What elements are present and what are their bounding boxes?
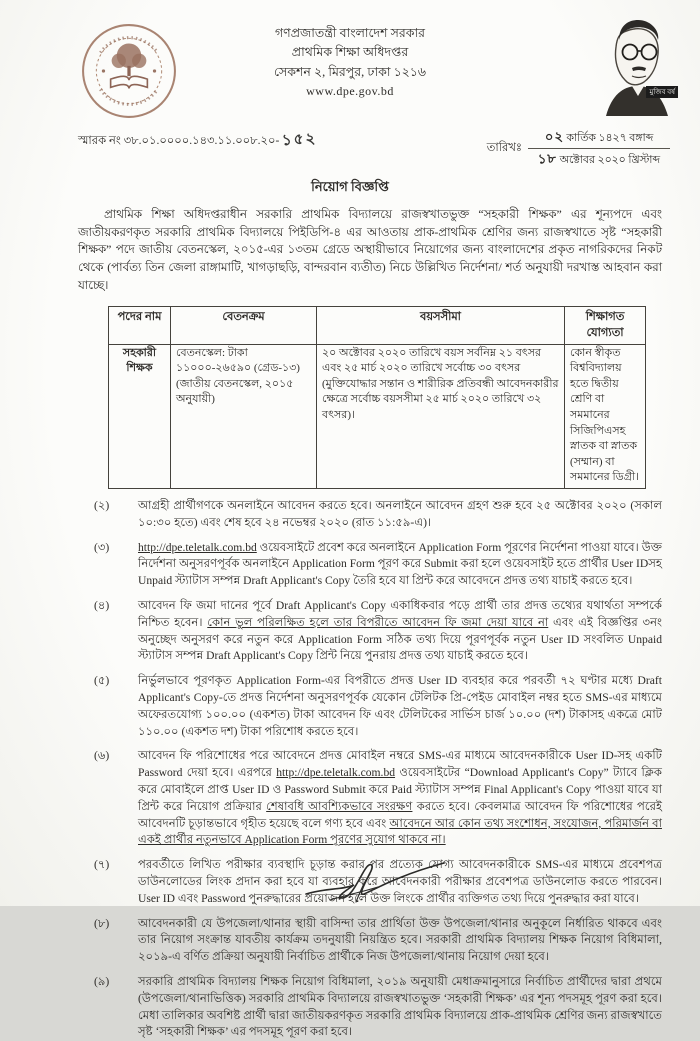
- gregorian-date-day-handwritten: ১৮: [537, 151, 558, 167]
- post-info-table: [108, 306, 646, 489]
- cell-post-name: সহকারী শিক্ষক: [109, 344, 171, 488]
- date-block: [487, 128, 670, 169]
- item-text: [128, 916, 662, 966]
- website-url[interactable]: www.dpe.gov.bd: [306, 84, 394, 99]
- item-text: [128, 540, 662, 590]
- item-number: (২): [94, 499, 110, 513]
- cell-age-limit: ২০ অক্টোবর ২০২০ তারিখে বয়স সর্বনিম্ন ২১ বৎসর এবং ২৫ মার্চ ২০২০ তারিখে সর্বোচ্চ ৩০ বৎসর (মুক্তিযোদ্ধার সন্তান ও শারীরিক প্রতিবন্ধী আবেদনকারীর ক্ষেত্রে সর্বোচ্চ বয়সসীমা ২৫ মার্চ ২০২০ তারিখে ৩২ বৎসর)।: [317, 344, 565, 488]
- item-text-segment: পরবর্তীতে লিখিত পরীক্ষার ব্যবস্থাদি চূড়ান্ত করার পর প্রত্যেক যোগ্য আবেদনকারীকে SMS-এর মাধ্যমে প্রবেশপত্র ডাউনলোডের লিংক প্রদান করা হবে যা ব্যবহার করে আবেদনকারী পরীক্ষার প্রবেশপত্র ডাউনলোড করতে পারবেন। User ID এবং Password পুনরুদ্ধারের প্রয়োজন হলে উক্ত লিংকে প্রার্থীর ব্যক্তিগত তথ্য দিয়ে পুনরুদ্ধার করা যাবে।: [138, 858, 662, 905]
- item-text-segment: ওয়েবসাইটে প্রবেশ করে অনলাইনে Application Form পূরণের নির্দেশনা পাওয়া যাবে। উক্ত নির্দেশনা অনুসরণপূর্বক অনলাইনে Application Form পূরণ করে Submit করা হলে ওয়েবসাইট হতে প্রার্থীর User IDসহ Unpaid স্ট্যাটাস সম্পন্ন Draft Applicant's Copy তৈরি হবে যা প্রিন্ট করে আবেদনে প্রদত্ত তথ্য যাচাই করতে হবে।: [138, 540, 662, 588]
- item-text: [128, 748, 662, 849]
- list-item: [78, 748, 662, 849]
- date-stack: [528, 128, 670, 169]
- item-text-segment: আবেদনকারী যে উপজেলা/থানার স্থায়ী বাসিন্দা তার প্রার্থিতা উক্ত উপজেলা/থানার অনুকূলে নির্ধারিত থাকবে এবং তার নিয়োগ সংক্রান্ত যাবতীয় কার্যক্রম তদনুযায়ী নিয়ন্ত্রিত হবে। সরকারী প্রাথমিক বিদ্যালয় শিক্ষক নিয়োগ বিধিমালা, ২০১৯-এ বর্ণিত প্রক্রিয়া অনুযায়ী নির্বাচিত প্রার্থীকে নিজ উপজেলা/থানায় নিয়োগ দেয়া হবে।: [138, 916, 662, 964]
- dpe-seal-icon: [80, 22, 178, 120]
- list-item: [78, 673, 662, 740]
- item-number: (৬): [94, 749, 110, 763]
- intro-paragraph: প্রাথমিক শিক্ষা অধিদপ্তরাধীন সরকারি প্রাথমিক বিদ্যালয়ে রাজস্বখাতভুক্ত “সহকারী শিক্ষক” এর শূন্যপদে এবং জাতীয়করণকৃত সরকারি প্রাথমিক বিদ্যালয়ে পিইডিপি-৪ এর আওতায় প্রাক-প্রাথমিক শ্রেণির জন্য রাজস্বখাতে সৃষ্ট “সহকারী শিক্ষক” পদে জাতীয় বেতনস্কেল, ২০১৫-এর ১৩তম গ্রেডে অস্থায়ীভাবে নিয়োগের জন্য বাংলাদেশের প্রকৃত নাগরিকদের নিকট থেকে (পার্বত্য তিন জেলা রাঙ্গামাটি, খাগড়াছড়ি, বান্দরবান ব্যতীত) নিচে উল্লিখিত নির্দেশনা/ শর্ত অনুযায়ী দরখাস্ত আহবান করা যাচ্ছে।: [78, 207, 662, 292]
- item-text-underlined-segment: শেষাবধি আবশ্যিকভাবে সংরক্ষণ: [266, 799, 413, 813]
- mujib-borsho-label: মুজিব বর্ষ: [646, 86, 678, 98]
- item-text-segment: নির্ভুলভাবে পূরণকৃত Application Form-এর বিপরীতে প্রদত্ত User ID ব্যবহার করে পরবর্তী ৭২ ঘণ্টার মধ্যে Draft Applicant's Copy-তে প্রদত্ত নির্দেশনা অনুসরণপূর্বক যেকোন টেলিটক প্রি-পেইড মোবাইল নম্বর হতে SMS-এর মাধ্যমে অফেরতযোগ্য ১০০.০০ (একশত) টাকা আবেদন ফি এবং টেলিটকের সার্ভিস চার্জ ১০.০০ (দশ) টাকাসহ একত্রে মোট ১১০.০০ (একশত দশ) টাকা পরিশোধ করতে হবে।: [138, 674, 662, 738]
- memo-handwritten-number: ১৫২: [281, 128, 318, 150]
- memo-number: ৩৮.০১.০০০০.১৪৩.১১.০০৮.২০-: [123, 135, 280, 147]
- item-text-segment: ওয়েবসাইটের “Download Applicant's Copy” ট্যাবে ক্লিক করে মোবাইলে প্রাপ্ত User ID ও Password Submit করে Paid স্ট্যাটাস সম্পন্ন Final Applicant's Copy পাওয়া যাবে যা প্রিন্ট করে নিয়োগ প্রক্রিয়ার: [138, 766, 662, 813]
- item-text-segment: আবেদন ফি জমা দানের পূর্বে Draft Applicant's Copy একাধিকবার পড়ে প্রার্থী তার প্রদত্ত তথ্যের যথার্থতা সম্পর্কে নিশ্চিত হবেন।: [138, 599, 662, 629]
- teletalk-url-link[interactable]: http://dpe.teletalk.com.bd: [138, 540, 257, 554]
- item-text-segment: করতে হবে। কেবলমাত্র আবেদন ফি পরিশোধের পরেই আবেদনটি চূড়ান্তভাবে গৃহীত হয়েছে বলে গণ্য হবে এবং: [138, 799, 662, 830]
- bangla-date-line: [528, 128, 670, 148]
- item-number: (৩): [94, 540, 110, 554]
- item-text-segment: সরকারি প্রাথমিক বিদ্যালয় শিক্ষক নিয়োগ বিধিমালা, ২০১৯ অনুযায়ী মেধাক্রমানুসারে নির্বাচিত প্রার্থীদের দ্বারা প্রথমে (উপজেলা/থানাভিত্তিক) সরকারি প্রাথমিক বিদ্যালয়ে রাজস্বখাতভুক্ত ‘সহকারী শিক্ষক’ এর শূন্য পদসমূহ পূরণ করা হবে। মেধা তালিকার অবশিষ্ট প্রার্থী দ্বারা জাতীয়করণকৃত সরকারি প্রাথমিক বিদ্যালয়ে প্রাক-প্রাথমিক শ্রেণির জন্য রাজস্বখাতে সৃষ্ট ‘সহকারী শিক্ষক’ এর পদসমূহ পূরণ করা হবে।: [138, 975, 662, 1039]
- list-item: [78, 540, 662, 590]
- gregorian-date-line: [528, 148, 670, 170]
- list-item: [78, 916, 662, 966]
- table-header-row: [109, 307, 646, 344]
- item-text: [128, 498, 662, 532]
- teletalk-url-link[interactable]: http://dpe.teletalk.com.bd: [276, 766, 396, 780]
- item-text-underlined-segment: আবেদনে আর কোন তথ্য সংশোধন, সংযোজন, পরিমার্জন বা একই প্রার্থীর নতুনভাবে Application Form পূরণের সুযোগ থাকবে না।: [138, 816, 662, 847]
- list-item: [78, 498, 662, 532]
- item-text: [128, 673, 662, 740]
- date-label: তারিখঃ: [486, 142, 523, 154]
- office-address: সেকশন ২, মিরপুর, ঢাকা ১২১৬: [273, 64, 427, 79]
- list-item: [78, 974, 662, 1041]
- item-number: (৯): [94, 975, 110, 989]
- mujib-borsho-logo: [594, 16, 680, 116]
- memo-number-line: [78, 128, 317, 153]
- gregorian-date-rest: অক্টোবর ২০২০ খ্রিস্টাব্দ: [559, 153, 660, 166]
- memo-label: স্মারক নং: [78, 135, 121, 147]
- col-header-pay-scale: বেতনক্রম: [171, 307, 317, 344]
- list-item: [78, 598, 662, 665]
- item-text-segment: আবেদন ফি পরিশোধের পরে আবেদনে প্রদত্ত মোবাইল নম্বরে SMS-এর মাধ্যমে আবেদনকারীকে User ID-সহ একটি Password দেয়া হবে। এরপরে: [138, 749, 662, 780]
- notice-title: নিয়োগ বিজ্ঞপ্তি: [311, 179, 389, 194]
- document-header: [0, 0, 700, 120]
- item-number: (৪): [94, 599, 110, 613]
- instruction-list: [78, 498, 662, 1041]
- bangla-date-rest: কার্তিক ১৪২৭ বঙ্গাব্দ: [566, 132, 654, 144]
- col-header-post-name: পদের নাম: [109, 307, 171, 344]
- item-text-segment: আগ্রহী প্রার্থীগণকে অনলাইনে আবেদন করতে হবে। অনলাইনে আবেদন গ্রহণ শুরু হবে ২৫ অক্টোবর ২০২০ (সকাল ১০:৩০ হতে) এবং শেষ হবে ২৪ নভেম্বর ২০২০ (রাত ১১:৫৯-এ)।: [138, 499, 662, 529]
- directorate-name: প্রাথমিক শিক্ষা অধিদপ্তর: [291, 45, 409, 60]
- item-number: (৭): [94, 858, 110, 872]
- item-text: [128, 974, 662, 1041]
- signature-icon: [300, 858, 450, 904]
- item-number: (৫): [94, 674, 110, 688]
- item-text: [128, 598, 662, 665]
- mujib-portrait-icon: [594, 16, 680, 116]
- notice-body: [0, 199, 700, 1041]
- bangla-date-day-handwritten: ০২: [544, 129, 565, 146]
- government-name: গণপ্রজাতন্ত্রী বাংলাদেশ সরকার: [274, 26, 426, 40]
- cell-education: কোন স্বীকৃত বিশ্ববিদ্যালয় হতে দ্বিতীয় শ্রেণি বা সমমানের সিজিপিএসহ স্নাতক বা স্নাতক (সম্মান) বা সমমানের ডিগ্রী।: [565, 344, 646, 488]
- memo-row: [0, 120, 700, 169]
- col-header-education: শিক্ষাগত যোগ্যতা: [565, 307, 646, 344]
- item-text-underlined-segment: কোন ভুল পরিলক্ষিত হলে তার বিপরীতে আবেদন ফি জমা দেয়া যাবে না: [207, 615, 549, 629]
- col-header-age-limit: বয়সসীমা: [317, 307, 565, 344]
- cell-pay-scale: বেতনস্কেল: টাকা ১১০০০-২৬৫৯০ (গ্রেড-১৩) (জাতীয় বেতনস্কেল, ২০১৫ অনুযায়ী): [171, 344, 317, 488]
- table-row: [109, 344, 646, 488]
- item-number: (৮): [94, 916, 110, 930]
- item-text-segment: এবং এই বিজ্ঞপ্তির ৩নং অনুচ্ছেদ অনুসরণ করে নতুন করে Application Form সঠিক তথ্য দিয়ে পূরণপূর্বক নতুন User ID সংবলিত Unpaid স্ট্যাটাস সম্পন্ন Draft Applicant's Copy প্রিন্ট নিয়ে পুনরায় প্রদত্ত তথ্য যাচাই করতে হবে।: [138, 615, 663, 663]
